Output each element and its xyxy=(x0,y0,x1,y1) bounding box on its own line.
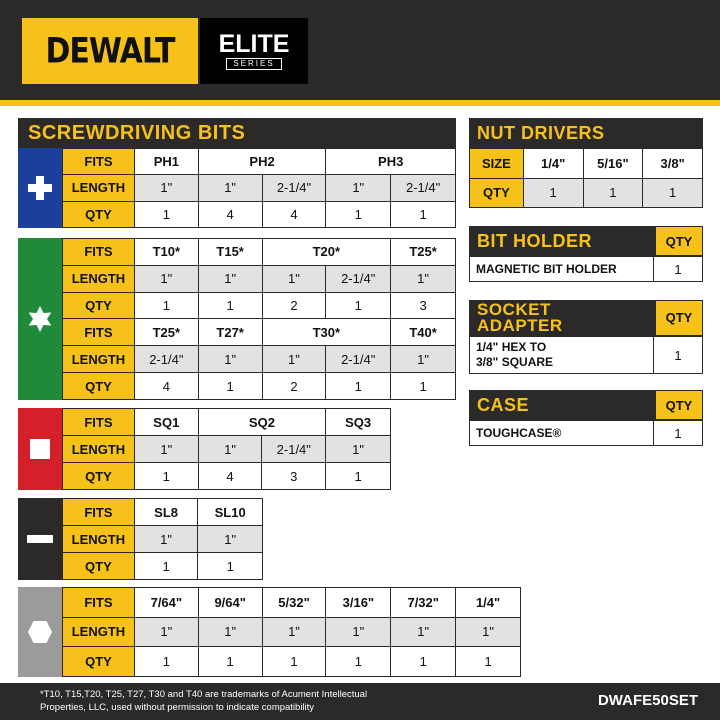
qty-cell: 1 xyxy=(198,647,262,677)
length-cell: 1" xyxy=(198,436,262,463)
length-cell: 2-1/4" xyxy=(326,346,391,373)
length-cell: 2-1/4" xyxy=(134,346,198,373)
length-cell: 1" xyxy=(198,175,262,201)
fits-cell: SL8 xyxy=(134,499,198,526)
qty-cell: 1 xyxy=(262,647,326,677)
qty-cell: 1 xyxy=(134,553,198,580)
nut-drivers-title: NUT DRIVERS xyxy=(469,118,703,148)
length-label: LENGTH xyxy=(63,526,135,553)
square-table xyxy=(62,408,391,490)
bit-holder-qty-head: QTY xyxy=(655,226,703,256)
bit-holder-row xyxy=(469,256,703,282)
qty-cell: 1 xyxy=(326,373,391,400)
qty-label: QTY xyxy=(63,201,135,227)
screwdriving-title: SCREWDRIVING BITS xyxy=(18,118,456,148)
length-cell: 2-1/4" xyxy=(391,175,456,201)
qty-cell: 3 xyxy=(262,463,326,490)
qty-cell: 1 xyxy=(391,647,456,677)
slotted-line-icon xyxy=(27,534,53,544)
fits-cell: 1/4" xyxy=(456,588,521,618)
torx-strip xyxy=(18,238,62,400)
square-recess-icon xyxy=(29,438,51,460)
length-cell: 1" xyxy=(198,617,262,647)
square-strip xyxy=(18,408,62,490)
fits-cell: T27* xyxy=(198,319,262,346)
length-cell: 1" xyxy=(391,346,456,373)
qty-cell: 1 xyxy=(391,201,456,227)
dewalt-logo xyxy=(22,18,198,84)
length-label: LENGTH xyxy=(63,617,135,647)
length-cell: 1" xyxy=(134,175,198,201)
fits-cell: 5/32" xyxy=(262,588,326,618)
socket-adapter-title xyxy=(469,300,655,336)
footer-bar xyxy=(0,683,720,720)
qty-label: QTY xyxy=(63,463,135,490)
qty-cell: 1 xyxy=(326,292,391,319)
hexagon-icon xyxy=(27,620,53,644)
elite-series-logo xyxy=(200,18,308,84)
fits-cell: T25* xyxy=(134,319,198,346)
fits-label: FITS xyxy=(63,319,135,346)
fits-cell: 9/64" xyxy=(198,588,262,618)
fits-cell: 7/32" xyxy=(391,588,456,618)
length-cell: 1" xyxy=(134,526,198,553)
size-cell: 3/8" xyxy=(643,149,703,179)
slotted-table xyxy=(62,498,263,580)
case-name: TOUGHCASE® xyxy=(470,421,654,445)
length-label: LENGTH xyxy=(63,436,135,463)
size-label: SIZE xyxy=(470,149,524,179)
length-cell: 1" xyxy=(326,617,391,647)
qty-cell: 1 xyxy=(643,178,703,208)
length-label: LENGTH xyxy=(63,346,135,373)
length-cell: 1" xyxy=(391,617,456,647)
length-label: LENGTH xyxy=(63,175,135,201)
qty-cell: 1 xyxy=(198,292,262,319)
fits-cell: T10* xyxy=(134,239,198,266)
qty-cell: 4 xyxy=(198,463,262,490)
socket-adapter-qty-head: QTY xyxy=(655,300,703,336)
fits-cell: T40* xyxy=(391,319,456,346)
length-cell: 1" xyxy=(262,346,326,373)
slotted-strip xyxy=(18,498,62,580)
size-cell: 5/16" xyxy=(583,149,643,179)
length-cell: 1" xyxy=(456,617,521,647)
qty-cell: 1 xyxy=(134,463,198,490)
length-cell: 1" xyxy=(134,265,198,292)
length-cell: 2-1/4" xyxy=(262,436,326,463)
fits-cell: PH1 xyxy=(134,149,198,175)
fits-cell: T15* xyxy=(198,239,262,266)
torx-star-icon xyxy=(26,305,54,333)
length-cell: 1" xyxy=(198,526,263,553)
fits-cell: SQ1 xyxy=(134,409,198,436)
fits-label: FITS xyxy=(63,409,135,436)
qty-label: QTY xyxy=(63,553,135,580)
phillips-strip xyxy=(18,148,62,228)
nut-drivers-table xyxy=(469,148,703,208)
fits-label: FITS xyxy=(63,239,135,266)
socket-adapter-name xyxy=(470,337,654,373)
series-text: SERIES xyxy=(226,58,281,70)
fits-cell: PH3 xyxy=(326,149,456,175)
length-cell: 1" xyxy=(262,265,326,292)
fits-label: FITS xyxy=(63,499,135,526)
fits-cell: 3/16" xyxy=(326,588,391,618)
length-cell: 1" xyxy=(198,265,262,292)
length-cell: 1" xyxy=(262,617,326,647)
qty-cell: 1 xyxy=(456,647,521,677)
trademark-note-line2: Properties, LLC, used without permission to indicate compatibility xyxy=(40,702,315,713)
length-cell: 1" xyxy=(326,436,391,463)
length-cell: 1" xyxy=(391,265,456,292)
fits-cell: T20* xyxy=(262,239,391,266)
fits-cell: SQ3 xyxy=(326,409,391,436)
qty-cell: 2 xyxy=(262,292,326,319)
size-cell: 1/4" xyxy=(523,149,583,179)
phillips-plus-icon xyxy=(27,175,53,201)
qty-cell: 3 xyxy=(391,292,456,319)
trademark-note xyxy=(40,688,460,714)
fits-cell: 7/64" xyxy=(134,588,198,618)
qty-cell: 1 xyxy=(583,178,643,208)
model-number: DWAFE50SET xyxy=(597,692,698,709)
qty-cell: 1 xyxy=(326,463,391,490)
bit-holder-name: MAGNETIC BIT HOLDER xyxy=(470,257,654,281)
qty-cell: 1 xyxy=(134,292,198,319)
length-cell: 1" xyxy=(198,346,262,373)
length-cell: 2-1/4" xyxy=(262,175,326,201)
torx-table xyxy=(62,238,456,400)
qty-label: QTY xyxy=(63,647,135,677)
qty-cell: 1 xyxy=(134,201,198,227)
fits-cell: T30* xyxy=(262,319,391,346)
socket-adapter-name-line1: 1/4" HEX TO xyxy=(476,340,547,354)
qty-cell: 1 xyxy=(198,373,262,400)
qty-cell: 1 xyxy=(326,201,391,227)
length-label: LENGTH xyxy=(63,265,135,292)
socket-adapter-name-line2: 3/8" SQUARE xyxy=(476,355,554,369)
case-qty: 1 xyxy=(674,425,682,441)
bit-holder-title: BIT HOLDER xyxy=(469,226,655,256)
socket-adapter-title-line1: SOCKET xyxy=(477,300,551,319)
qty-cell: 1 xyxy=(198,553,263,580)
hex-strip xyxy=(18,587,62,677)
qty-cell: 1 xyxy=(523,178,583,208)
hex-table xyxy=(62,587,521,677)
socket-adapter-row xyxy=(469,336,703,374)
qty-cell: 2 xyxy=(262,373,326,400)
fits-cell: SL10 xyxy=(198,499,263,526)
brand-text: DEWALT xyxy=(45,30,175,72)
bit-holder-qty: 1 xyxy=(674,261,682,277)
qty-cell: 4 xyxy=(198,201,262,227)
socket-adapter-qty: 1 xyxy=(674,347,682,363)
qty-cell: 1 xyxy=(391,373,456,400)
fits-label: FITS xyxy=(63,149,135,175)
case-title: CASE xyxy=(469,390,655,420)
fits-cell: PH2 xyxy=(198,149,326,175)
fits-cell: SQ2 xyxy=(198,409,325,436)
fits-label: FITS xyxy=(63,588,135,618)
qty-cell: 1 xyxy=(326,647,391,677)
socket-adapter-title-line2: ADAPTER xyxy=(477,316,563,335)
qty-cell: 4 xyxy=(134,373,198,400)
qty-label: QTY xyxy=(63,373,135,400)
case-row xyxy=(469,420,703,446)
qty-label: QTY xyxy=(63,292,135,319)
length-cell: 1" xyxy=(134,436,198,463)
phillips-table xyxy=(62,148,456,228)
length-cell: 2-1/4" xyxy=(326,265,391,292)
qty-label: QTY xyxy=(470,178,524,208)
qty-cell: 4 xyxy=(262,201,326,227)
trademark-note-line1: *T10, T15,T20, T25, T27, T30 and T40 are trademarks of Acument Intellectual xyxy=(40,689,368,700)
elite-text: ELITE xyxy=(218,30,290,58)
length-cell: 1" xyxy=(326,175,391,201)
fits-cell: T25* xyxy=(391,239,456,266)
header-stripe xyxy=(0,100,720,106)
length-cell: 1" xyxy=(134,617,198,647)
case-qty-head: QTY xyxy=(655,390,703,420)
qty-cell: 1 xyxy=(134,647,198,677)
